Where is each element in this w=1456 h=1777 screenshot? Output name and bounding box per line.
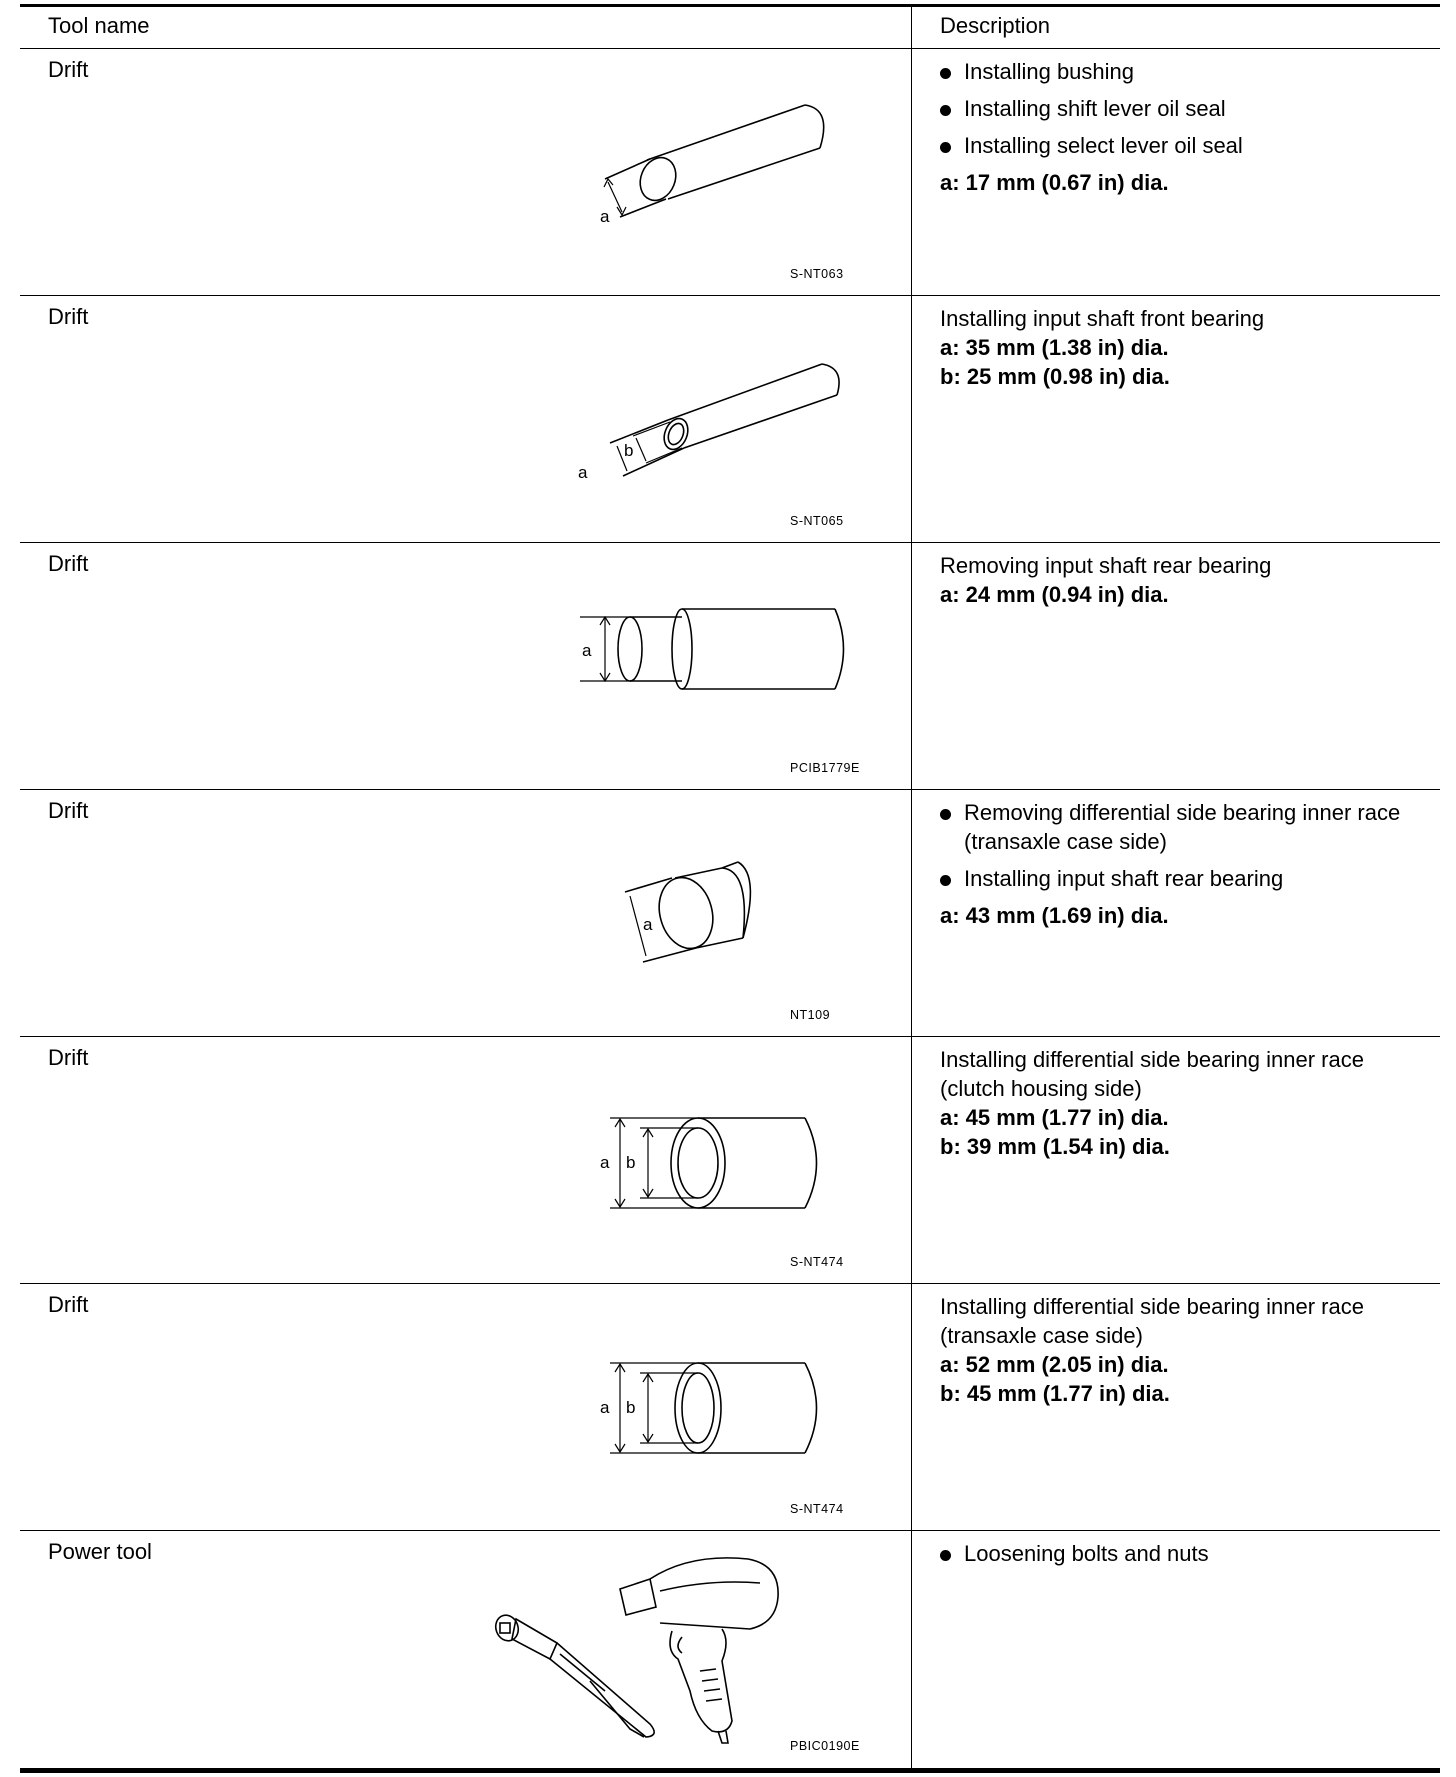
bullet-item: Installing input shaft rear bearing: [940, 864, 1420, 893]
description-text: Installing input shaft front bearing: [940, 306, 1265, 331]
figure-code: S-NT474: [790, 1255, 844, 1269]
dimension-spec: a: 35 mm (1.38 in) dia.: [940, 335, 1169, 360]
description-text: (clutch housing side): [940, 1076, 1142, 1101]
bullet-icon: [940, 1539, 964, 1568]
drift-illustration: [460, 790, 880, 1036]
figure-code: S-NT063: [790, 267, 844, 281]
bullet-item: Installing shift lever oil seal: [940, 94, 1420, 123]
dimension-spec: a: 52 mm (2.05 in) dia.: [940, 1352, 1169, 1377]
figure-code: PCIB1779E: [790, 761, 860, 775]
header-description: Description: [940, 13, 1051, 38]
dimension-spec: a: 43 mm (1.69 in) dia.: [940, 903, 1169, 928]
table-row: [20, 1531, 1440, 1769]
tool-name: Drift: [48, 57, 89, 82]
dimension-label: b: [624, 441, 634, 460]
drift-drawing: [460, 790, 880, 1036]
drift-drawing: [460, 543, 880, 789]
tool-name: Power tool: [48, 1539, 152, 1564]
bullet-icon: [940, 864, 964, 893]
tool-name: Drift: [48, 551, 89, 576]
table-row: [20, 49, 1440, 296]
dimension-label: a: [578, 463, 588, 482]
dimension-label: a: [582, 641, 592, 660]
drift-illustration: [460, 49, 880, 295]
tool-name: Drift: [48, 1045, 89, 1070]
table-row: [20, 790, 1440, 1037]
dimension-label: a: [600, 1153, 610, 1172]
bullet-item: Installing bushing: [940, 57, 1420, 86]
drift-illustration: [460, 543, 880, 789]
power-tool-illustration: [460, 1531, 880, 1777]
drift-illustration: [460, 296, 880, 542]
table-header: [20, 7, 1440, 49]
description-cell: [940, 1292, 1420, 1408]
power-tool-drawing: [460, 1531, 880, 1768]
description-text: Installing differential side bearing inner race: [940, 1294, 1364, 1319]
description-text: (transaxle case side): [940, 1323, 1143, 1348]
bullet-icon: [940, 131, 964, 160]
description-cell: [940, 304, 1420, 391]
impact-wrench-icon: [620, 1558, 778, 1743]
description-cell: [940, 57, 1420, 197]
figure-code: S-NT474: [790, 1502, 844, 1516]
dimension-spec: a: 17 mm (0.67 in) dia.: [940, 170, 1169, 195]
bullet-item: Removing differential side bearing inner race (transaxle case side): [940, 798, 1420, 856]
tool-name: Drift: [48, 304, 89, 329]
tool-name: Drift: [48, 798, 89, 823]
drift-illustration: [460, 1284, 880, 1530]
figure-code: NT109: [790, 1008, 831, 1022]
dimension-spec: b: 39 mm (1.54 in) dia.: [940, 1134, 1170, 1159]
dimension-spec: b: 25 mm (0.98 in) dia.: [940, 364, 1170, 389]
ratchet-wrench-icon: [492, 1612, 654, 1737]
description-cell: [940, 551, 1420, 609]
dimension-label: a: [643, 915, 653, 934]
bullet-icon: [940, 94, 964, 123]
dimension-spec: a: 45 mm (1.77 in) dia.: [940, 1105, 1169, 1130]
drift-drawing: [460, 296, 880, 542]
tool-name: Drift: [48, 1292, 89, 1317]
dimension-label: a: [600, 207, 610, 226]
header-tool-name: Tool name: [48, 13, 150, 38]
figure-code: S-NT065: [790, 514, 844, 528]
description-cell: [940, 798, 1420, 930]
dimension-spec: a: 24 mm (0.94 in) dia.: [940, 582, 1169, 607]
table-row: [20, 1037, 1440, 1284]
table-row: [20, 1284, 1440, 1531]
drift-illustration: [460, 1037, 880, 1283]
drift-drawing: [460, 1284, 880, 1530]
bullet-item: Loosening bolts and nuts: [940, 1539, 1420, 1568]
description-cell: [940, 1539, 1420, 1576]
table-row: [20, 296, 1440, 543]
dimension-label: b: [626, 1398, 636, 1417]
drift-drawing: [460, 49, 880, 295]
dimension-label: b: [626, 1153, 636, 1172]
bottom-rule: [20, 1768, 1440, 1773]
description-cell: [940, 1045, 1420, 1161]
bullet-icon: [940, 798, 964, 856]
dimension-label: a: [600, 1398, 610, 1417]
description-text: Removing input shaft rear bearing: [940, 553, 1272, 578]
bullet-icon: [940, 57, 964, 86]
bullet-item: Installing select lever oil seal: [940, 131, 1420, 160]
dimension-spec: b: 45 mm (1.77 in) dia.: [940, 1381, 1170, 1406]
table-row: [20, 543, 1440, 790]
drift-drawing: [460, 1037, 880, 1283]
figure-code: PBIC0190E: [790, 1739, 860, 1753]
description-text: Installing differential side bearing inner race: [940, 1047, 1364, 1072]
